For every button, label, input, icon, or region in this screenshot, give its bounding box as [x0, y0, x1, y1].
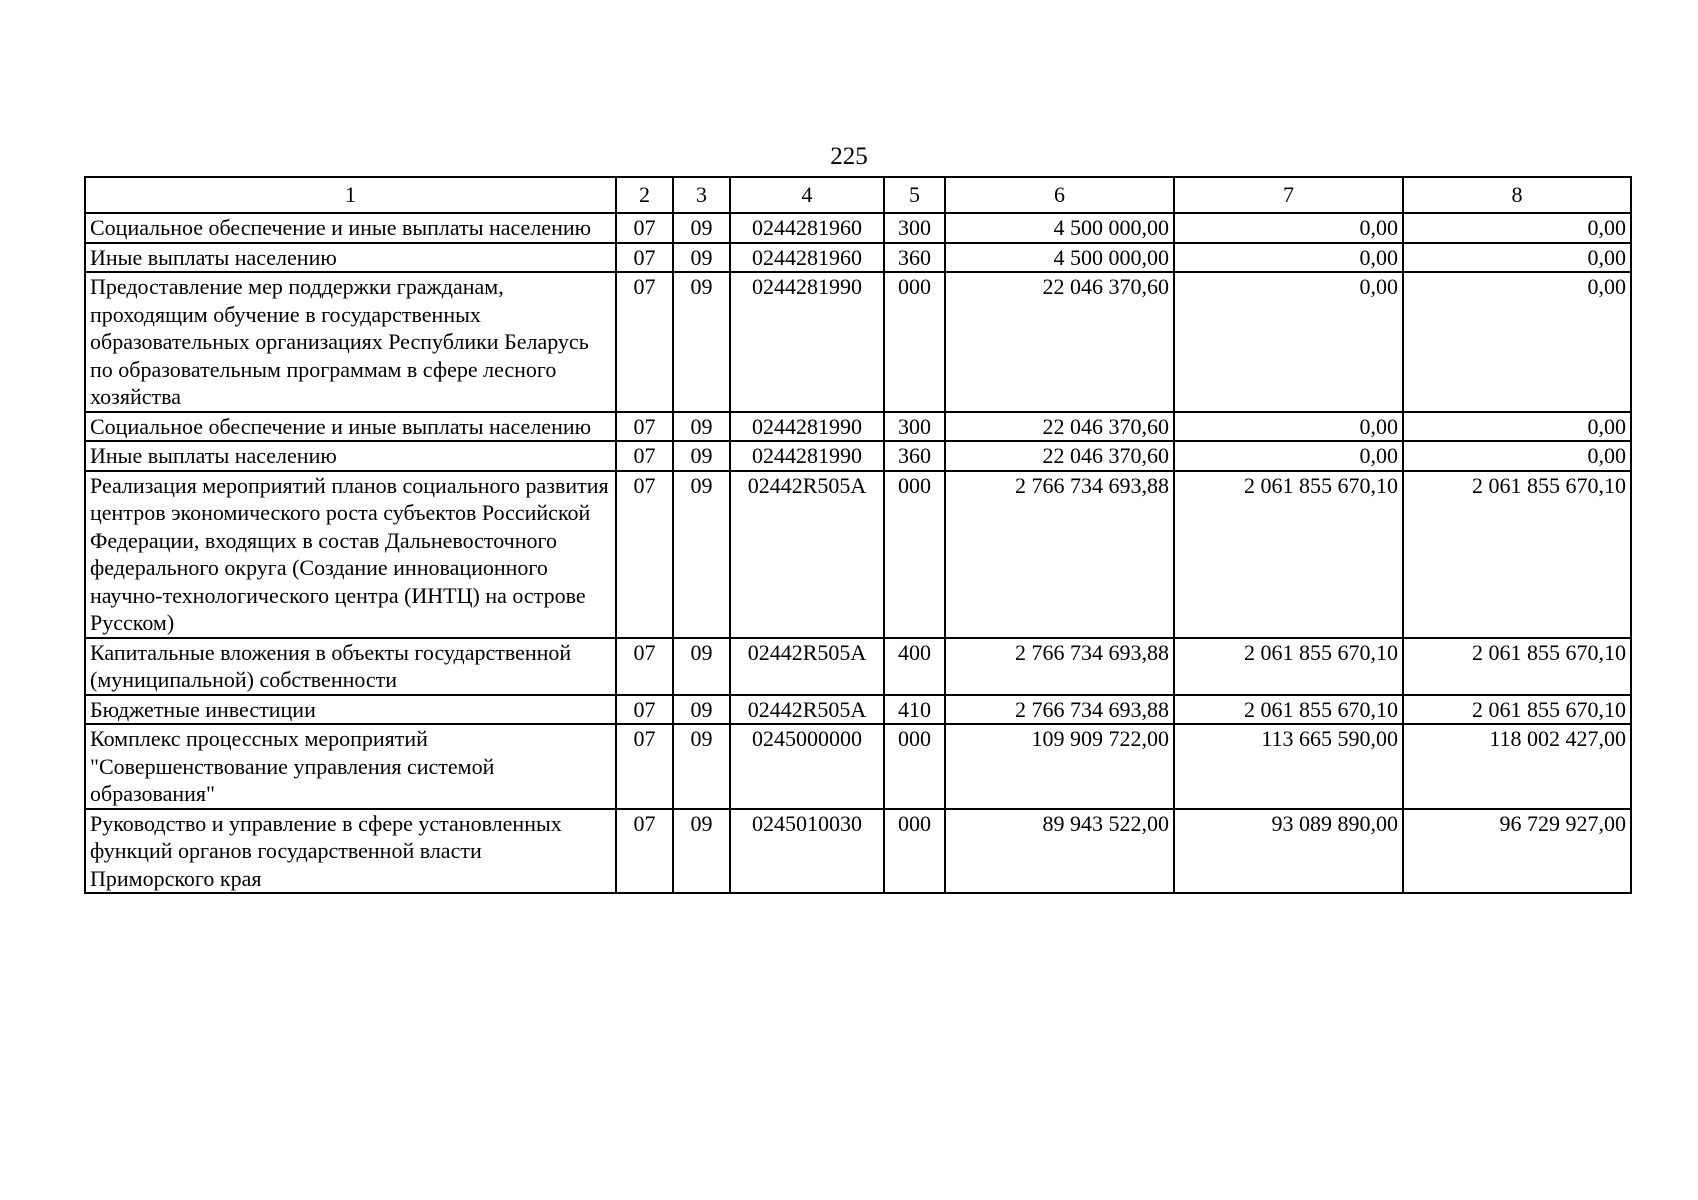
table-row	[85, 724, 1631, 809]
amount-col7-cell: 0,00	[1174, 243, 1403, 273]
target-article-cell: 0245010030	[730, 809, 884, 894]
expense-type-cell: 410	[884, 695, 945, 725]
table-row	[85, 272, 1631, 412]
target-article-cell: 02442R505A	[730, 695, 884, 725]
amount-col6-cell: 109 909 722,00	[945, 724, 1174, 809]
table-row	[85, 412, 1631, 442]
expense-type-cell: 360	[884, 441, 945, 471]
row-name-cell: Социальное обеспечение и иные выплаты населению	[85, 412, 616, 442]
expense-type-cell: 000	[884, 809, 945, 894]
section-cell: 07	[616, 243, 673, 273]
section-cell: 07	[616, 638, 673, 695]
amount-col6-cell: 22 046 370,60	[945, 412, 1174, 442]
target-article-cell: 0244281960	[730, 243, 884, 273]
table-row	[85, 471, 1631, 638]
column-header-6: 6	[945, 177, 1174, 213]
subsection-cell: 09	[673, 272, 730, 412]
column-header-5: 5	[884, 177, 945, 213]
table-row	[85, 695, 1631, 725]
expense-type-cell: 000	[884, 272, 945, 412]
amount-col6-cell: 4 500 000,00	[945, 213, 1174, 243]
column-header-8: 8	[1403, 177, 1631, 213]
section-cell: 07	[616, 695, 673, 725]
section-cell: 07	[616, 213, 673, 243]
subsection-cell: 09	[673, 809, 730, 894]
subsection-cell: 09	[673, 471, 730, 638]
expense-type-cell: 000	[884, 471, 945, 638]
column-header-2: 2	[616, 177, 673, 213]
amount-col7-cell: 0,00	[1174, 213, 1403, 243]
expense-type-cell: 400	[884, 638, 945, 695]
amount-col8-cell: 0,00	[1403, 441, 1631, 471]
amount-col8-cell: 2 061 855 670,10	[1403, 695, 1631, 725]
amount-col8-cell: 0,00	[1403, 243, 1631, 273]
amount-col6-cell: 4 500 000,00	[945, 243, 1174, 273]
target-article-cell: 0244281960	[730, 213, 884, 243]
subsection-cell: 09	[673, 412, 730, 442]
section-cell: 07	[616, 809, 673, 894]
row-name-cell: Реализация мероприятий планов социального развития центров экономического роста субъектов Российской Федерации, входящих в состав Дальневосточного федерального округа (Создание инновационного научно-технологического центра (ИНТЦ) на острове Русском)	[85, 471, 616, 638]
table-row	[85, 809, 1631, 894]
row-name-cell: Комплекс процессных мероприятий "Совершенствование управления системой образования"	[85, 724, 616, 809]
subsection-cell: 09	[673, 724, 730, 809]
expense-type-cell: 360	[884, 243, 945, 273]
table-row	[85, 243, 1631, 273]
row-name-cell: Иные выплаты населению	[85, 243, 616, 273]
amount-col6-cell: 22 046 370,60	[945, 272, 1174, 412]
table-row	[85, 638, 1631, 695]
section-cell: 07	[616, 471, 673, 638]
amount-col8-cell: 2 061 855 670,10	[1403, 638, 1631, 695]
header-row	[85, 177, 1631, 213]
table-row	[85, 213, 1631, 243]
section-cell: 07	[616, 441, 673, 471]
expense-type-cell: 300	[884, 412, 945, 442]
expense-type-cell: 300	[884, 213, 945, 243]
column-header-7: 7	[1174, 177, 1403, 213]
target-article-cell: 0245000000	[730, 724, 884, 809]
section-cell: 07	[616, 272, 673, 412]
target-article-cell: 02442R505A	[730, 471, 884, 638]
amount-col6-cell: 2 766 734 693,88	[945, 638, 1174, 695]
row-name-cell: Социальное обеспечение и иные выплаты населению	[85, 213, 616, 243]
amount-col7-cell: 2 061 855 670,10	[1174, 471, 1403, 638]
column-header-1: 1	[85, 177, 616, 213]
amount-col7-cell: 0,00	[1174, 412, 1403, 442]
subsection-cell: 09	[673, 441, 730, 471]
target-article-cell: 0244281990	[730, 441, 884, 471]
row-name-cell: Бюджетные инвестиции	[85, 695, 616, 725]
row-name-cell: Иные выплаты населению	[85, 441, 616, 471]
amount-col8-cell: 0,00	[1403, 272, 1631, 412]
budget-table	[84, 176, 1632, 894]
subsection-cell: 09	[673, 695, 730, 725]
amount-col7-cell: 0,00	[1174, 441, 1403, 471]
amount-col6-cell: 2 766 734 693,88	[945, 695, 1174, 725]
row-name-cell: Капитальные вложения в объекты государственной (муниципальной) собственности	[85, 638, 616, 695]
amount-col8-cell: 2 061 855 670,10	[1403, 471, 1631, 638]
amount-col7-cell: 2 061 855 670,10	[1174, 695, 1403, 725]
expense-type-cell: 000	[884, 724, 945, 809]
page-number: 225	[830, 143, 868, 170]
section-cell: 07	[616, 412, 673, 442]
amount-col8-cell: 118 002 427,00	[1403, 724, 1631, 809]
target-article-cell: 0244281990	[730, 412, 884, 442]
amount-col6-cell: 89 943 522,00	[945, 809, 1174, 894]
column-header-3: 3	[673, 177, 730, 213]
subsection-cell: 09	[673, 638, 730, 695]
amount-col7-cell: 113 665 590,00	[1174, 724, 1403, 809]
amount-col6-cell: 2 766 734 693,88	[945, 471, 1174, 638]
table-row	[85, 441, 1631, 471]
column-header-4: 4	[730, 177, 884, 213]
amount-col8-cell: 96 729 927,00	[1403, 809, 1631, 894]
target-article-cell: 0244281990	[730, 272, 884, 412]
subsection-cell: 09	[673, 213, 730, 243]
amount-col7-cell: 2 061 855 670,10	[1174, 638, 1403, 695]
amount-col8-cell: 0,00	[1403, 412, 1631, 442]
amount-col7-cell: 93 089 890,00	[1174, 809, 1403, 894]
target-article-cell: 02442R505A	[730, 638, 884, 695]
subsection-cell: 09	[673, 243, 730, 273]
amount-col8-cell: 0,00	[1403, 213, 1631, 243]
section-cell: 07	[616, 724, 673, 809]
amount-col7-cell: 0,00	[1174, 272, 1403, 412]
amount-col6-cell: 22 046 370,60	[945, 441, 1174, 471]
row-name-cell: Руководство и управление в сфере установленных функций органов государственной власти Приморского края	[85, 809, 616, 894]
row-name-cell: Предоставление мер поддержки гражданам, проходящим обучение в государственных образовательных организациях Республики Беларусь по образовательным программам в сфере лесного хозяйства	[85, 272, 616, 412]
